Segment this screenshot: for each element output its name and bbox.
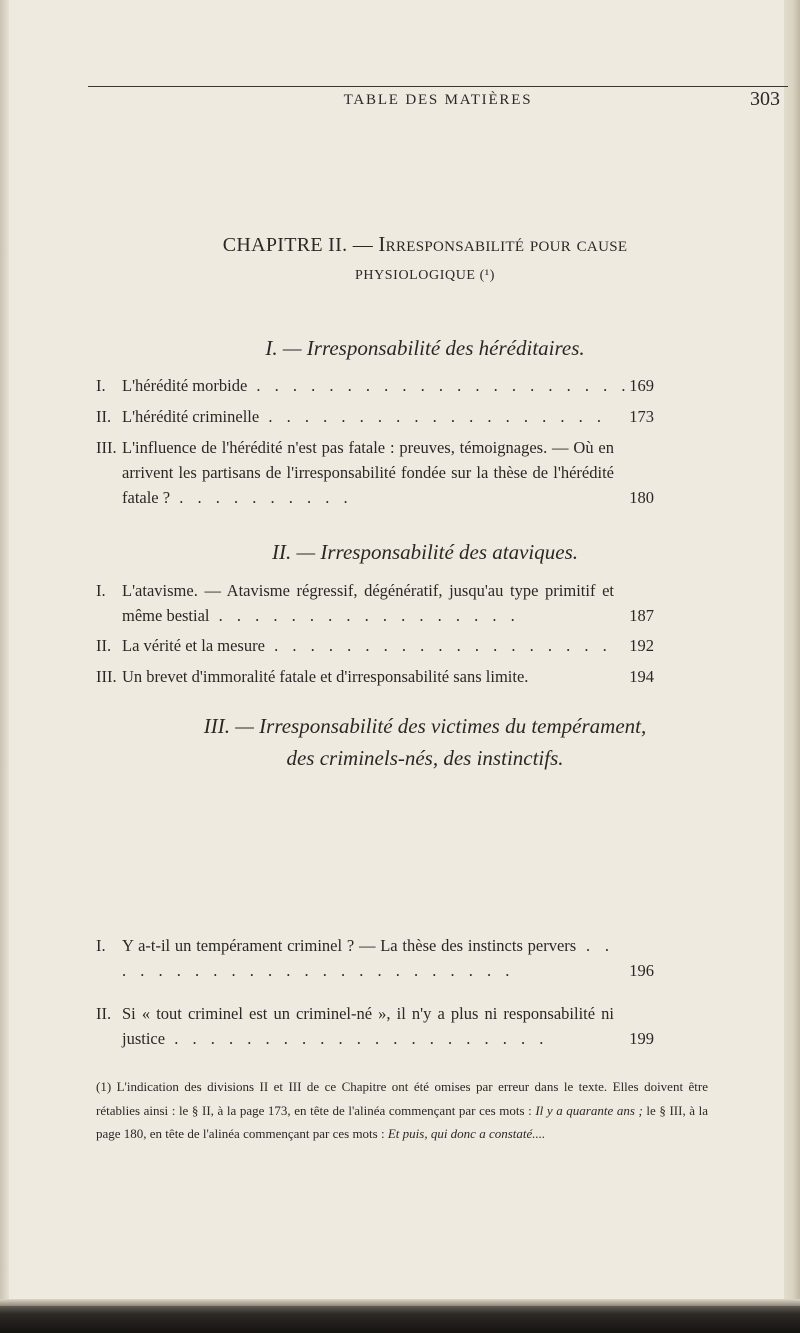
page-bottom-edge xyxy=(0,1306,800,1333)
page-bottom-shadow xyxy=(0,1299,800,1306)
entry-number: I. xyxy=(96,936,106,955)
dot-leader: . . . . . . . . . . . . . . . . . . . . . . . . xyxy=(122,936,615,980)
dot-leader: . . . . . . . . . . . . . . . . . . . . . xyxy=(247,376,631,395)
section-heading-1: I. — Irresponsabilité des héréditaires. xyxy=(265,336,585,360)
entry-number: I. xyxy=(96,376,106,395)
footnote-quote-2: Et puis, qui donc a constaté.... xyxy=(387,1126,546,1141)
running-head xyxy=(88,88,788,118)
toc-entry xyxy=(96,373,654,398)
entry-page: 169 xyxy=(629,376,654,395)
section-heading-3b: des criminels-nés, des instinctifs. xyxy=(286,746,564,770)
toc-entry xyxy=(96,633,654,658)
entry-text: L'atavisme. — Atavisme régressif, dégénératif, jusqu'au type primitif et même bestial xyxy=(122,581,614,625)
entry-text: L'hérédité criminelle xyxy=(122,407,260,426)
entry-page: 194 xyxy=(629,667,654,686)
dot-leader: . . . . . . . . . . . . . . . . . . . xyxy=(259,407,606,426)
entry-text: Un brevet d'immoralité fatale et d'irresponsabilité sans limite. xyxy=(122,667,529,686)
entry-page: 192 xyxy=(629,636,654,655)
section-heading-3a: III. — Irresponsabilité des victimes du tempérament, xyxy=(203,714,647,738)
footnote-reference: (¹) xyxy=(479,268,495,283)
toc-entry xyxy=(96,578,654,628)
dot-leader: . . . . . . . . . . . . . . . . . xyxy=(209,606,520,625)
dot-leader: . . . . . . . . . . . . . . . . . . . xyxy=(264,636,612,655)
toc-entry xyxy=(96,435,654,510)
toc-entry xyxy=(96,404,654,429)
toc-entry xyxy=(96,933,654,983)
chapter-subtitle xyxy=(100,268,750,284)
chapter-name: Irresponsabilité pour cause xyxy=(378,232,628,256)
header-rule xyxy=(88,86,788,87)
entry-number: III. xyxy=(96,667,117,686)
entry-page: 199 xyxy=(629,1029,654,1048)
dot-leader: . . . . . . . . . . xyxy=(170,488,353,507)
toc-entry xyxy=(96,1001,654,1051)
toc-entry xyxy=(96,664,654,689)
running-title: TABLE DES MATIÈRES xyxy=(343,92,533,108)
page-edge-left xyxy=(0,0,9,1333)
entry-page: 196 xyxy=(629,961,654,980)
entry-number: I. xyxy=(96,581,106,600)
entry-number: II. xyxy=(96,636,112,655)
entry-text: La vérité et la mesure xyxy=(122,636,265,655)
page-number: 303 xyxy=(750,88,780,110)
entry-text: L'hérédité morbide xyxy=(122,376,248,395)
page-edge-right xyxy=(784,0,800,1333)
entry-number: III. xyxy=(96,438,117,457)
entry-text: Y a-t-il un tempérament criminel ? — La thèse des instincts pervers xyxy=(122,936,577,955)
entry-text: Si « tout criminel est un criminel-né », il n'y a plus ni responsabilité ni justice xyxy=(122,1004,614,1048)
footnote-text: (1) L'indication des divisions II et III de ce Chapitre ont été omises par erreur dans le texte. Elles doivent être rétablies ainsi : le § II, à la page 173, en tête de l'alinéa commençant par ces mots : xyxy=(96,1079,708,1118)
entry-page: 187 xyxy=(629,606,654,625)
entry-number: II. xyxy=(96,407,112,426)
dot-leader: . . . . . . . . . . . . . . . . . . . . . xyxy=(165,1029,549,1048)
entry-page: 173 xyxy=(629,407,654,426)
chapter-subtitle-text: PHYSIOLOGIQUE xyxy=(354,268,476,283)
footnote-text-2: le § III, à la page 180, en tête de l'alinéa commençant par ces mots : xyxy=(96,1102,709,1141)
chapter-label: CHAPITRE II. xyxy=(222,234,348,256)
footnote-quote-1: Il y a quarante ans ; xyxy=(535,1102,643,1118)
chapter-dash: — xyxy=(352,234,374,256)
entry-text: L'influence de l'hérédité n'est pas fatale : preuves, témoignages. — Où en arrivent les partisans de l'irresponsabilité fondée sur la thèse de l'hérédité fatale ? xyxy=(122,438,614,507)
footnote xyxy=(96,1075,708,1146)
entry-number: II. xyxy=(96,1004,112,1023)
section-heading-2: II. — Irresponsabilité des ataviques. xyxy=(271,540,579,564)
chapter-title xyxy=(100,232,750,257)
entry-page: 180 xyxy=(629,488,654,507)
